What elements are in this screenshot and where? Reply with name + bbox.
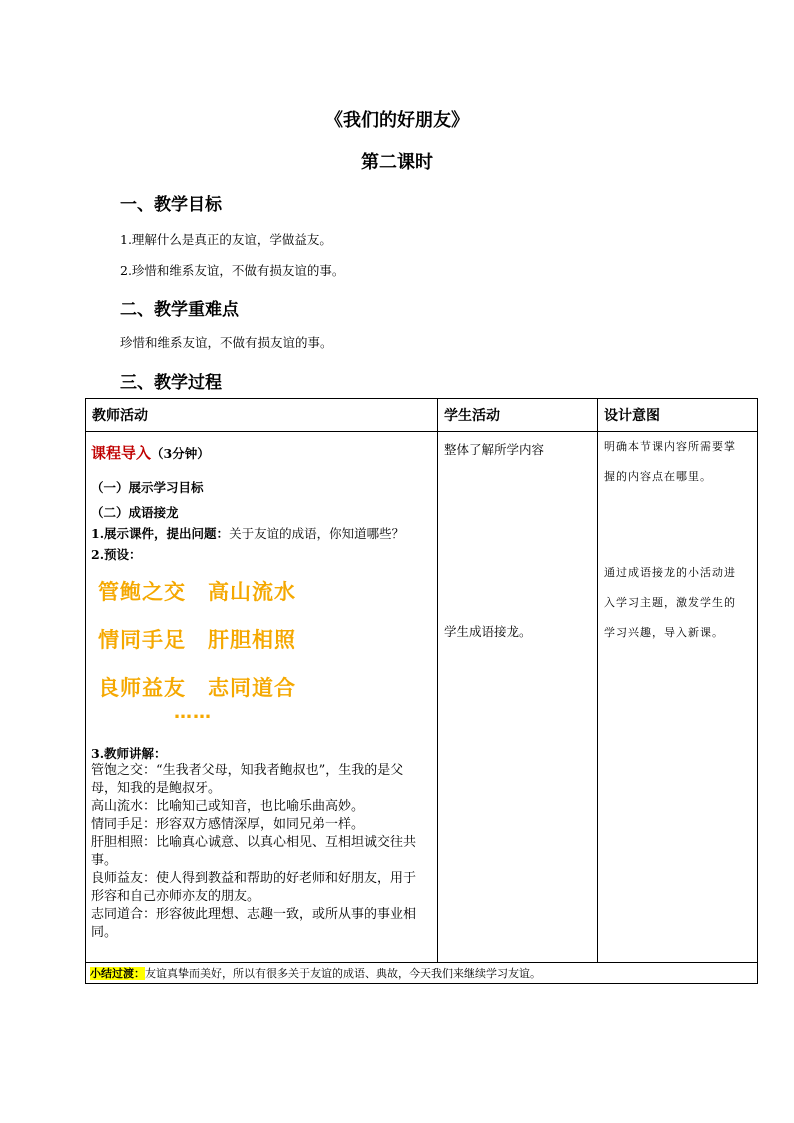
header-design-intent: 设计意图 xyxy=(598,399,758,432)
summary-label: 小结过渡： xyxy=(90,967,145,980)
teaching-process-table xyxy=(85,398,758,984)
idiom-explanations xyxy=(91,762,427,942)
teacher-activity-cell xyxy=(86,432,437,962)
student-activity-1: 整体了解所学内容 xyxy=(444,442,545,457)
idiom-ellipsis: …… xyxy=(174,702,212,723)
question-line xyxy=(91,524,404,542)
header-student-activity: 学生活动 xyxy=(438,399,598,432)
explain-title: 3.教师讲解： xyxy=(91,746,167,761)
explanation-item: 管饱之交：“生我者父母，知我者鲍叔也”，生我的是父母，知我的是鲍叔牙。 xyxy=(91,763,404,796)
goal-item: 2.珍惜和维系友谊，不做有损友谊的事。 xyxy=(120,263,345,278)
design-intent-cell xyxy=(598,432,757,962)
preset-label: 2.预设： xyxy=(91,547,142,562)
step-show-goals: （一）展示学习目标 xyxy=(91,480,204,495)
document-subtitle: 第二课时 xyxy=(361,152,433,173)
goal-item: 1.理解什么是真正的友谊，学做益友。 xyxy=(120,232,332,247)
idiom-word: 肝胆相照 xyxy=(208,628,296,652)
explanation-item: 肝胆相照：比喻真心诚意、以真心相见、互相坦诚交往共事。 xyxy=(91,835,417,868)
section-key-points-heading: 二、教学重难点 xyxy=(120,300,239,320)
question-text: 关于友谊的成语，你知道哪些？ xyxy=(229,526,405,541)
idiom-word: 管鲍之交 xyxy=(98,580,186,604)
document-title: 《我们的好朋友》 xyxy=(325,110,469,131)
intro-title: 课程导入 xyxy=(91,444,152,462)
step-idiom-chain: （二）成语接龙 xyxy=(91,505,179,520)
idiom-word: 高山流水 xyxy=(208,580,296,604)
idiom-word: 情同手足 xyxy=(98,628,186,652)
explanation-item: 志同道合：形容彼此理想、志趣一致，或所从事的事业相同。 xyxy=(91,907,417,940)
intro-time: （3分钟） xyxy=(151,446,210,461)
explanation-item: 良师益友：使人得到教益和帮助的好老师和好朋友，用于形容和自己亦师亦友的朋友。 xyxy=(91,871,417,904)
question-label: 1.展示课件，提出问题： xyxy=(91,526,230,541)
idiom-word: 志同道合 xyxy=(208,676,296,700)
design-intent-1: 明确本节课内容所需要掌握的内容点在哪里。 xyxy=(604,440,736,483)
design-intent-2: 通过成语接龙的小活动进入学习主题，激发学生的学习兴趣，导入新课。 xyxy=(604,566,736,639)
header-teacher-activity: 教师活动 xyxy=(86,399,438,432)
summary-text: 友谊真挚而美好，所以有很多关于友谊的成语、典故，今天我们来继续学习友谊。 xyxy=(145,967,541,980)
section-process-heading: 三、教学过程 xyxy=(120,373,222,393)
summary-transition-row xyxy=(86,963,758,984)
student-activity-2: 学生成语接龙。 xyxy=(444,624,532,639)
explanation-item: 高山流水：比喻知己或知音，也比喻乐曲高妙。 xyxy=(91,799,365,814)
idiom-word: 良师益友 xyxy=(98,676,186,700)
section-goals-heading: 一、教学目标 xyxy=(120,195,222,215)
student-activity-cell xyxy=(438,432,597,962)
explanation-item: 情同手足：形容双方感情深厚，如同兄弟一样。 xyxy=(91,817,365,832)
key-point-text: 珍惜和维系友谊，不做有损友谊的事。 xyxy=(120,335,333,350)
